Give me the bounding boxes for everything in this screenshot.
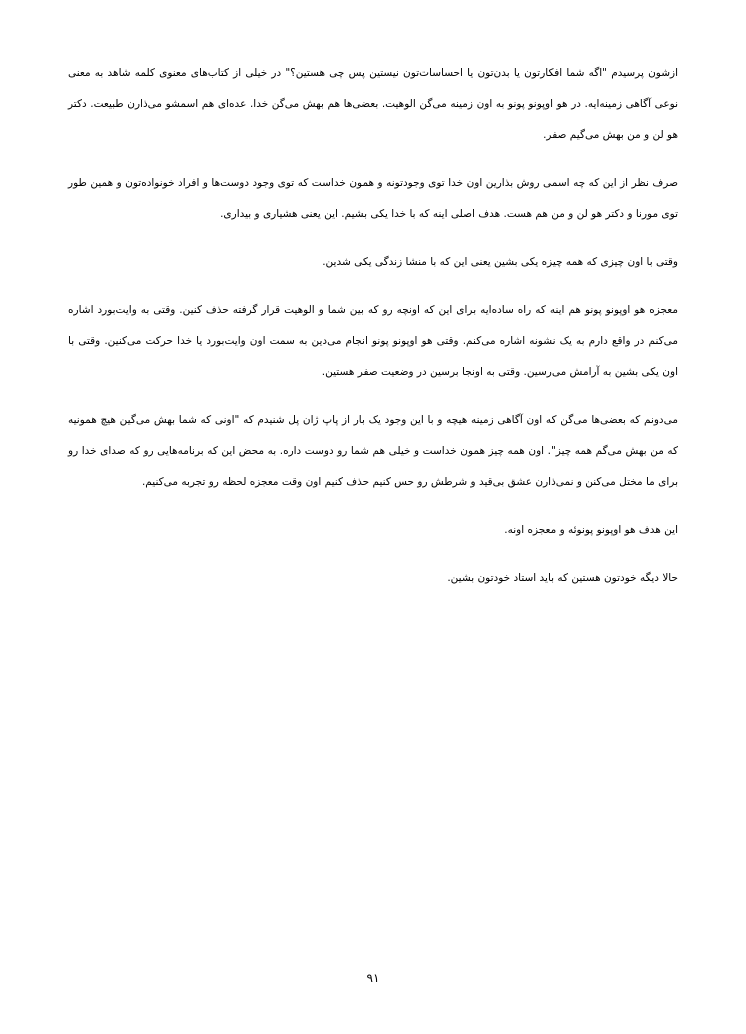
paragraph-2: صرف نظر از این که چه اسمی روش بذارین اون خدا توی وجودتونه و همون خداست که توی وجود دوست‌ها و افراد خونواده‌تون و همین طور توی مورنا و دکتر هو لن و من هم هست. هدف اصلی اینه که با خدا یکی بشیم. این یعنی هشیاری و بیداری.: [68, 177, 678, 220]
paragraph-7: حالا دیگه خودتون هستین که باید استاد خودتون بشین.: [447, 572, 678, 584]
paragraph-3: وقتی با اون چیزی که همه چیزه یکی بشین یعنی این که با منشا زندگی یکی شدین.: [322, 256, 678, 268]
paragraph-1: ازشون پرسیدم "اگه شما افکارتون یا بدن‌تون یا احساسات‌تون نیستین پس چی هستین؟" در خیلی از کتاب‌های معنوی کلمه شاهد به معنی نوعی آگاهی زمینه‌ایه. در هو اوپونو پونو به اون زمینه می‌گن الوهیت. بعضی‌ها هم بهش می‌گن خدا. عده‌ای هم اسمشو می‌ذارن طبیعت. دکتر هو لن و من بهش می‌گیم صفر.: [68, 67, 678, 141]
paragraph-4: معجزه هو اوپونو پونو هم اینه که راه ساده‌ایه برای این که اونچه رو که بین شما و الوهیت قرار گرفته حذف کنین. وقتی به وایت‌بورد اشاره می‌کنم در واقع دارم به یک نشونه اشاره می‌کنم. وقتی هو اوپونو پونو انجام می‌دین به سمت اون وایت‌بورد یا خدا حرکت می‌کنین. وقتی با اون یکی بشین به آرامش می‌رسین. وقتی به اونجا برسین در وضعیت صفر هستین.: [68, 304, 678, 378]
body-text: [68, 58, 678, 611]
page-number: ۹۱: [366, 971, 380, 985]
paragraph-6: این هدف هو اوپونو پونوئه و معجزه اونه.: [504, 524, 678, 536]
paragraph-5: می‌دونم که بعضی‌ها می‌گن که اون آگاهی زمینه هیچه و با این وجود یک بار از پاپ ژان پل شنیدم که "اونی که شما بهش می‌گین هیچ همونیه که من بهش می‌گم همه چیز". اون همه چیز همون خداست و خیلی هم شما رو دوست داره. به محض این که برنامه‌هایی رو که صدای خدا رو برای ما مختل می‌کنن و نمی‌ذارن عشق بی‌قید و شرطش رو حس کنیم حذف کنیم اون وقت معجزه لحظه رو تجربه می‌کنیم.: [68, 414, 678, 488]
